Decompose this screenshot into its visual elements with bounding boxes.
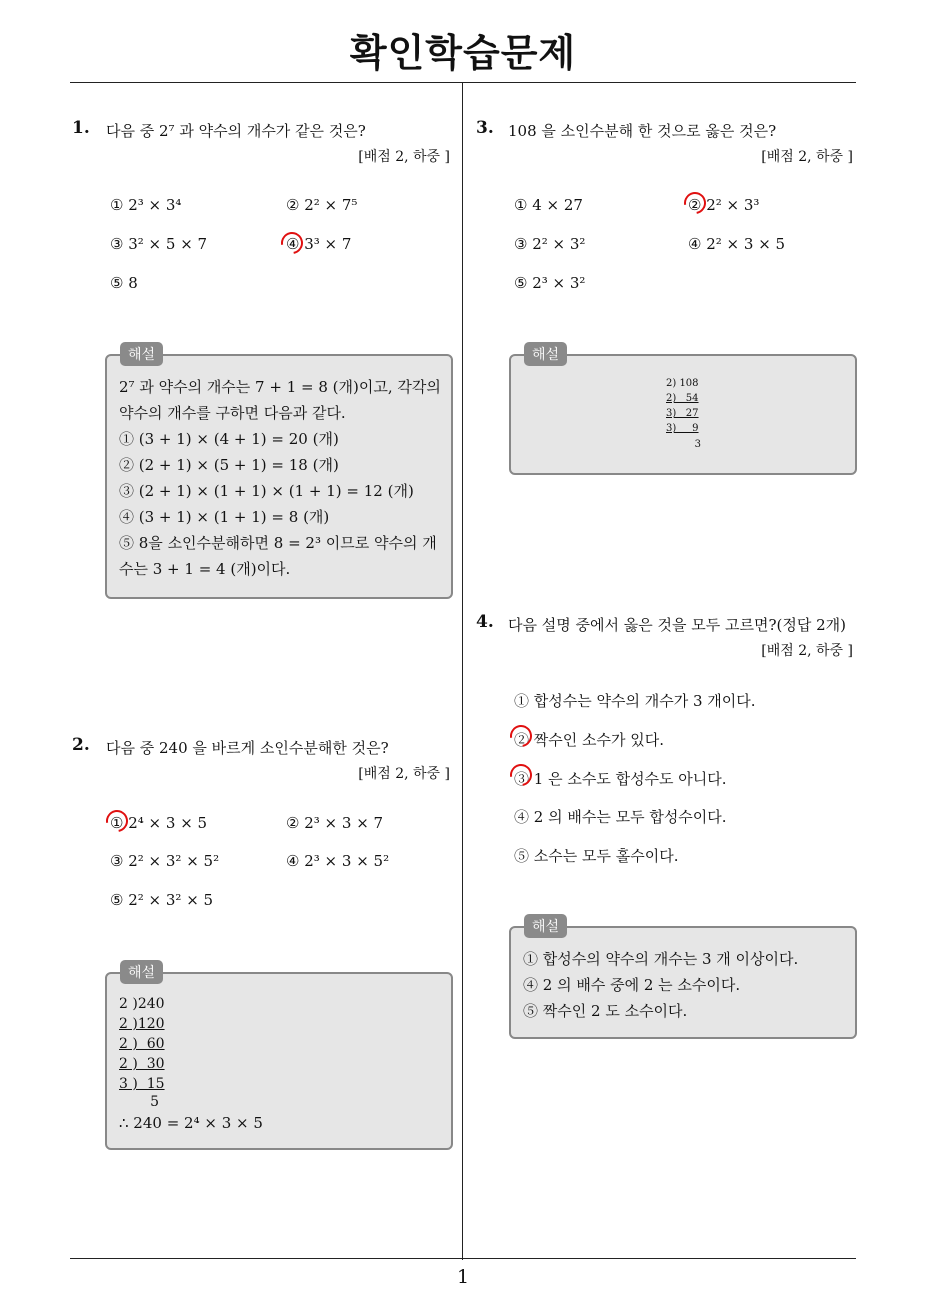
q1-option-5[interactable]: ⑤ 8 — [110, 274, 138, 292]
bottom-rule — [70, 1258, 856, 1259]
question-3-number: 3. — [476, 118, 494, 138]
solution-line: 2⁷ 과 약수의 개수는 7 + 1 = 8 (개)이고, 각각의 — [119, 378, 441, 396]
division-step: 5 — [119, 1094, 160, 1110]
solution-line: ③ (2 + 1) × (1 + 1) × (1 + 1) = 12 (개) — [119, 482, 414, 500]
q1-option-4[interactable]: ④ 3³ × 7 — [286, 235, 352, 253]
q1-option-2[interactable]: ② 2² × 7⁵ — [286, 196, 358, 214]
division-step: 3) 9 — [666, 423, 699, 434]
q1-option-1[interactable]: ① 2³ × 3⁴ — [110, 196, 182, 214]
solution-line: 수는 3 + 1 = 4 (개)이다. — [119, 560, 291, 578]
answer-mark — [277, 228, 308, 259]
q4-option-3[interactable]: ③ 1 은 소수도 합성수도 아니다. — [514, 770, 727, 788]
column-divider — [462, 82, 463, 1260]
division-step: 2 ) 60 — [119, 1036, 165, 1052]
division-step: 2) 54 — [666, 393, 699, 404]
solution-line: ① (3 + 1) × (4 + 1) = 20 (개) — [119, 430, 339, 448]
division-step: 2 ) 30 — [119, 1056, 165, 1072]
question-4-number: 4. — [476, 612, 494, 632]
q4-option-4[interactable]: ④ 2 의 배수는 모두 합성수이다. — [514, 808, 727, 826]
page-number: 1 — [456, 1266, 470, 1288]
question-2-number: 2. — [72, 735, 90, 755]
q2-option-4[interactable]: ④ 2³ × 3 × 5² — [286, 852, 390, 870]
division-step: 3 ) 15 — [119, 1076, 165, 1092]
q3-option-2[interactable]: ② 2² × 3³ — [688, 196, 760, 214]
solution-line: 약수의 개수를 구하면 다음과 같다. — [119, 404, 346, 422]
q3-option-4[interactable]: ④ 2² × 3 × 5 — [688, 235, 786, 253]
q4-option-5[interactable]: ⑤ 소수는 모두 홀수이다. — [514, 847, 679, 865]
division-step: 2 )120 — [119, 1016, 165, 1032]
q4-option-2[interactable]: ② 짝수인 소수가 있다. — [514, 731, 664, 749]
q3-option-5[interactable]: ⑤ 2³ × 3² — [514, 274, 586, 292]
q2-option-3[interactable]: ③ 2² × 3² × 5² — [110, 852, 220, 870]
q1-solution-box — [105, 354, 453, 599]
q2-option-5[interactable]: ⑤ 2² × 3² × 5 — [110, 891, 214, 909]
q2-option-2[interactable]: ② 2³ × 3 × 7 — [286, 814, 384, 832]
q2-solution-box — [105, 972, 453, 1150]
solution-line: ① 합성수의 약수의 개수는 3 개 이상이다. — [523, 950, 799, 968]
solution-line: ④ 2 의 배수 중에 2 는 소수이다. — [523, 976, 741, 994]
page-title: 확인학습문제 — [349, 31, 577, 75]
division-step: 2) 108 — [666, 378, 699, 389]
q3-solution-box — [509, 354, 857, 475]
question-1-meta: [배점 2, 하중 ] — [358, 149, 450, 165]
question-2-meta: [배점 2, 하중 ] — [358, 766, 450, 782]
q3-solution-badge: 해설 — [524, 342, 567, 366]
question-1-number: 1. — [72, 118, 90, 138]
question-1-text: 다음 중 2⁷ 과 약수의 개수가 같은 것은? — [106, 122, 366, 140]
division-step: 3 — [666, 439, 701, 450]
division-step: 2 )240 — [119, 996, 165, 1012]
question-2-text: 다음 중 240 을 바르게 소인수분해한 것은? — [106, 739, 389, 757]
solution-line: ② (2 + 1) × (5 + 1) = 18 (개) — [119, 456, 339, 474]
question-3-meta: [배점 2, 하중 ] — [761, 149, 853, 165]
q1-option-3[interactable]: ③ 3² × 5 × 7 — [110, 235, 208, 253]
question-3-text: 108 을 소인수분해 한 것으로 옳은 것은? — [508, 122, 777, 140]
q2-option-1[interactable]: ① 2⁴ × 3 × 5 — [110, 814, 208, 832]
q3-option-1[interactable]: ① 4 × 27 — [514, 196, 583, 214]
q1-solution-badge: 해설 — [120, 342, 163, 366]
solution-line: ④ (3 + 1) × (1 + 1) = 8 (개) — [119, 508, 330, 526]
q4-solution-box — [509, 926, 857, 1039]
q3-option-3[interactable]: ③ 2² × 3² — [514, 235, 586, 253]
solution-conclusion: ∴ 240 = 2⁴ × 3 × 5 — [119, 1114, 263, 1132]
q4-solution-badge: 해설 — [524, 914, 567, 938]
q4-option-1[interactable]: ① 합성수는 약수의 개수가 3 개이다. — [514, 692, 756, 710]
solution-line: ⑤ 짝수인 2 도 소수이다. — [523, 1002, 688, 1020]
question-4-text: 다음 설명 중에서 옳은 것을 모두 고르면?(정답 2개) — [508, 616, 846, 634]
q2-solution-badge: 해설 — [120, 960, 163, 984]
division-step: 3) 27 — [666, 408, 699, 419]
solution-line: ⑤ 8을 소인수분해하면 8 = 2³ 이므로 약수의 개 — [119, 534, 437, 552]
question-4-meta: [배점 2, 하중 ] — [761, 643, 853, 659]
top-rule — [70, 82, 856, 83]
